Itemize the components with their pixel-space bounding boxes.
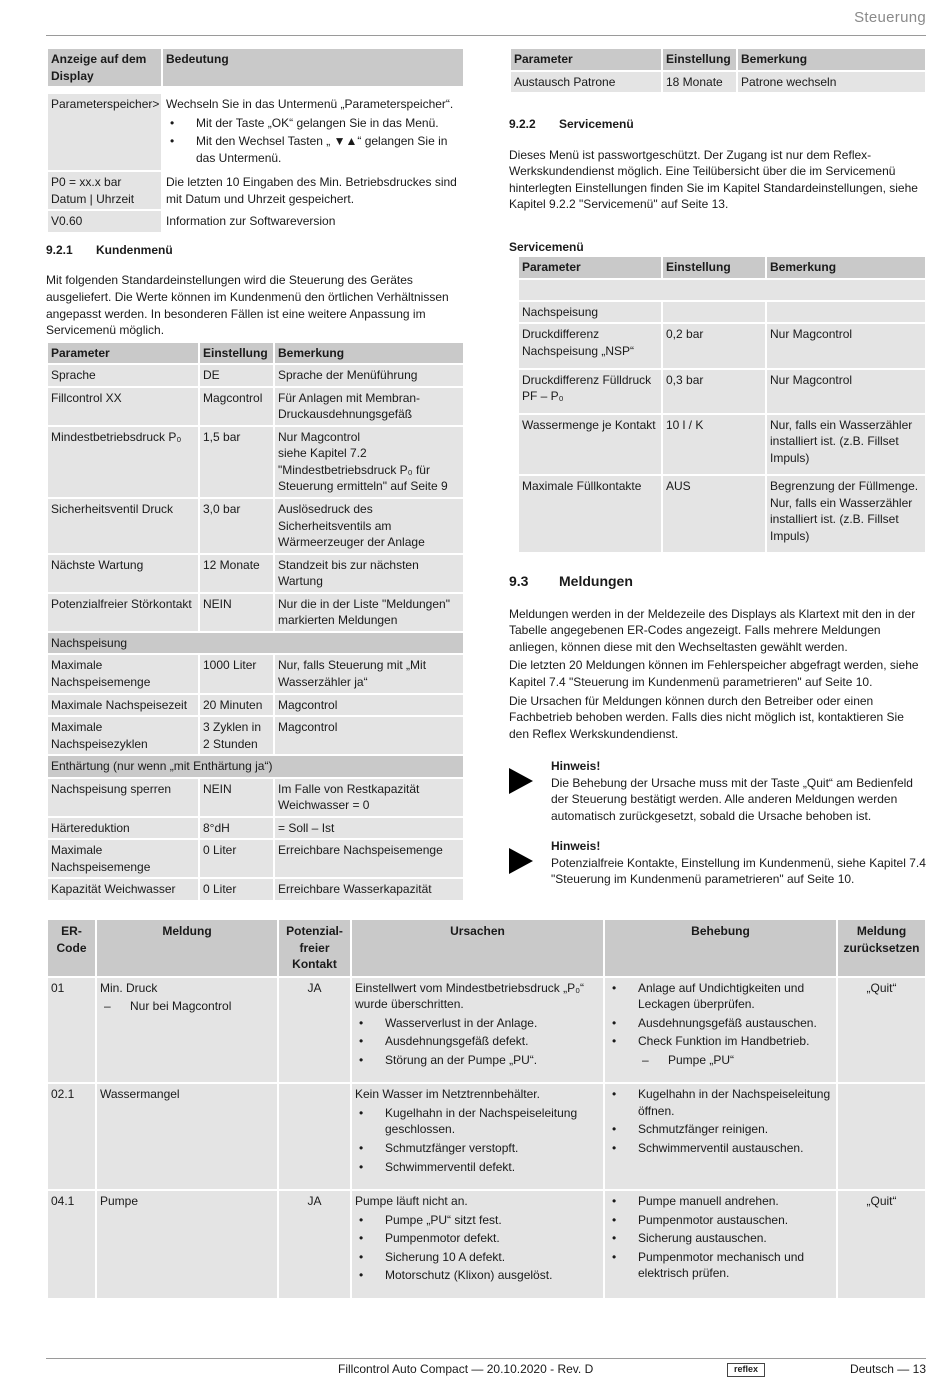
table-cell: NEIN <box>200 779 273 816</box>
hinweis-2: Hinweis! Potenzialfreie Kontakte, Einstellung im Kundenmenü, siehe Kapitel 7.4 "Steuerung im Kundenmenü parametrieren" auf Seite 10. <box>509 838 927 888</box>
table-cell: 0 Liter <box>200 840 273 877</box>
table-row <box>48 1084 925 1189</box>
table-cell: Erreichbare Wasserkapazität <box>275 879 463 900</box>
kundenmenu-intro: Mit folgenden Standardeinstellungen wird die Steuerung des Gerätes ausgeliefert. Die Werte können im Kundenmenü den örtlichen Verhältnissen angepasst werden. In besonderen Fällen ist eine weitere Anpassung im Servicemenü möglich. <box>46 273 449 338</box>
table-cell: DE <box>200 365 273 386</box>
meaning-cell: Die letzten 10 Eingaben des Min. Betriebsdruckes sind mit Datum und Uhrzeit gespeichert. <box>166 175 457 206</box>
footer-divider <box>46 1358 926 1359</box>
table-cell: Maximale Füllkontakte <box>519 476 661 552</box>
list-item: • Schmutzfänger verstopft. <box>355 1140 600 1157</box>
table-cell: Nur die in der Liste "Meldungen" markierten Meldungen <box>275 594 463 631</box>
table-row <box>48 388 463 425</box>
hinweis-1: Hinweis! Die Behebung der Ursache muss mit der Taste „Quit“ am Bedienfeld der Steuerung bestätigt werden. Alle anderen Meldungen werden automatisch zurückgesetzt, sobald die Ursache behoben ist. <box>509 758 927 824</box>
page-header-title: Steuerung <box>854 9 926 26</box>
footer-document: Fillcontrol Auto Compact — 20.10.2020 - Rev. D <box>338 1362 594 1376</box>
display-cell: Parameterspeicher> <box>48 94 161 170</box>
table-cell: Maximale Nachspeisezeit <box>48 695 198 716</box>
table-cell: 8°dH <box>200 818 273 839</box>
kunden-header-bemerkung: Bemerkung <box>275 343 463 364</box>
table-cell: 3,0 bar <box>200 499 273 553</box>
list-item: • Anlage auf Undichtigkeiten und Leckagen überprüfen. <box>608 980 833 1013</box>
table-cell: Härtereduktion <box>48 818 198 839</box>
table-cell: 0,3 bar <box>663 370 765 413</box>
table-row <box>519 370 925 413</box>
table-cell: Maximale Nachspeisemenge <box>48 840 198 877</box>
table-row <box>48 695 463 716</box>
table-cell: Sicherheitsventil Druck <box>48 499 198 553</box>
table-row <box>48 499 463 553</box>
table-cell: JA <box>279 1191 350 1298</box>
table-cell <box>605 1084 836 1189</box>
table-cell: Für Anlagen mit Membran-Druckausdehnungsgefäß <box>275 388 463 425</box>
meaning-cell: Wechseln Sie in das Untermenü „Parameterspeicher“. • Mit der Taste „OK“ gelangen Sie in das Menü. • Mit den Wechsel Tasten „ ▼▲“ gelangen Sie in das Untermenü. <box>163 94 463 170</box>
table-row <box>48 427 463 497</box>
section-row-nachspeisung: Nachspeisung <box>48 633 463 654</box>
table-cell: Begrenzung der Füllmenge. Nur, falls ein Wasserzähler installiert ist. (z.B. Fillset Impuls) <box>767 476 925 552</box>
error-header-code: ER-Code <box>48 920 95 976</box>
table-cell: Wassermangel <box>97 1084 277 1189</box>
table-cell: Erreichbare Nachspeisemenge <box>275 840 463 877</box>
service-header-einstellung: Einstellung <box>663 257 765 278</box>
list-item: • Mit den Wechsel Tasten „ ▼▲“ gelangen Sie in das Untermenü. <box>166 133 460 166</box>
display-cell: P0 = xx.x bar Datum | Uhrzeit <box>48 172 161 209</box>
servicemenu-text: Dieses Menü ist passwortgeschützt. Der Zugang ist nur dem Reflex-Werkskundendienst möglich. Eine Teilübersicht über die im Servicemenü hinterlegten Einstellungen finden Sie im Kapitel Standardeinstellungen, siehe Kapitel 9.2.2 "Servicemenü" auf Seite 13. <box>509 147 918 212</box>
table-cell: Magcontrol <box>275 717 463 754</box>
table-row <box>48 365 463 386</box>
table-cell: Nur Magcontrol <box>767 370 925 413</box>
table-cell: Maximale Nachspeisemenge <box>48 655 198 692</box>
table-cell: 20 Minuten <box>200 695 273 716</box>
display-table-header-1: Anzeige auf dem Display <box>48 49 161 86</box>
table-cell: • Anlage auf Undichtigkeiten und Leckagen überprüfen. • Ausdehnungsgefäß austauschen. • Check Funktion im Handbetrieb. – Pumpe „PU“ <box>605 978 836 1083</box>
table-row <box>519 324 925 367</box>
list-item: • Störung an der Pumpe „PU“. <box>355 1052 600 1069</box>
table-row <box>519 476 925 552</box>
list-item: • Schmutzfänger reinigen. <box>608 1121 833 1138</box>
table-cell <box>279 1084 350 1189</box>
list-item: • Pumpenmotor mechanisch und elektrisch prüfen. <box>608 1249 833 1282</box>
arrow-icon <box>509 768 533 794</box>
list-item: • Schwimmerventil austauschen. <box>608 1140 833 1157</box>
list-item: • Mit der Taste „OK“ gelangen Sie in das Menü. <box>166 115 460 132</box>
table-row <box>48 779 463 816</box>
patrone-table <box>509 47 927 94</box>
table-cell: Kein Wasser im Netztrennbehälter. • Kugelhahn in der Nachspeiseleitung geschlossen. • Schmutzfänger verstopft. • Schwimmerventil defekt. <box>352 1084 603 1189</box>
table-cell: Einstellwert vom Mindestbetriebsdruck „P₀“ wurde überschritten. • Wasserverlust in der Anlage. • Ausdehnungsgefäß defekt. • Störung an der Pumpe „PU“. <box>352 978 603 1083</box>
list-item: • Ausdehnungsgefäß austauschen. <box>608 1015 833 1032</box>
table-cell: = Soll – Ist <box>275 818 463 839</box>
header-divider <box>46 35 926 36</box>
table-row <box>48 818 463 839</box>
table-cell: Sprache <box>48 365 198 386</box>
table-cell <box>838 1084 925 1189</box>
list-item: • Wasserverlust in der Anlage. <box>355 1015 600 1032</box>
table-cell: Nur, falls Steuerung mit „Mit Wasserzähler ja“ <box>275 655 463 692</box>
table-row <box>48 840 463 877</box>
table-cell: Auslösedruck des Sicherheitsventils am Wärmeerzeuger der Anlage <box>275 499 463 553</box>
table-cell: 04.1 <box>48 1191 95 1298</box>
servicemenu-caption: Servicemenü <box>509 239 584 254</box>
table-row <box>48 655 463 692</box>
table-cell: Im Falle von Restkapazität Weichwasser = 0 <box>275 779 463 816</box>
error-header-behebung: Behebung <box>605 920 836 976</box>
table-cell: Sprache der Menüführung <box>275 365 463 386</box>
error-header-ursachen: Ursachen <box>352 920 603 976</box>
table-cell: Magcontrol <box>200 388 273 425</box>
table-cell: Druckdifferenz Nachspeisung „NSP“ <box>519 324 661 367</box>
table-row: Austausch Patrone 18 Monate Patrone wechseln <box>511 72 925 93</box>
list-item: • Schwimmerventil defekt. <box>355 1159 600 1176</box>
table-cell: Pumpe läuft nicht an. • Pumpe „PU“ sitzt fest. • Pumpenmotor defekt. • Sicherung 10 A defekt. • Motorschutz (Klixon) ausgelöst. <box>352 1191 603 1298</box>
list-item: • Motorschutz (Klixon) ausgelöst. <box>355 1267 600 1284</box>
service-header-parameter: Parameter <box>519 257 661 278</box>
list-item: • Check Funktion im Handbetrieb. <box>608 1033 833 1050</box>
table-cell: Nur Magcontrol siehe Kapitel 7.2 "Mindestbetriebsdruck P₀ für Steuerung ermitteln" auf Seite 9 <box>275 427 463 497</box>
patrone-header-bemerkung: Bemerkung <box>738 49 925 70</box>
table-cell: Druckdifferenz Fülldruck PF – P₀ <box>519 370 661 413</box>
table-cell: 01 <box>48 978 95 1083</box>
section-heading-servicemenu: 9.2.2 Servicemenü <box>509 117 634 132</box>
table-cell: Fillcontrol XX <box>48 388 198 425</box>
section-heading-kundenmenu: 9.2.1 Kundenmenü <box>46 242 173 257</box>
error-table <box>46 918 927 1300</box>
table-cell <box>605 1191 836 1298</box>
list-item: • Ausdehnungsgefäß defekt. <box>355 1033 600 1050</box>
section-row-enthaertung: Enthärtung (nur wenn „mit Enthärtung ja“) <box>48 756 463 777</box>
display-table-header-2: Bedeutung <box>163 49 463 86</box>
table-cell: Kapazität Weichwasser <box>48 879 198 900</box>
list-item: • Pumpenmotor defekt. <box>355 1230 600 1247</box>
table-cell: Wassermenge je Kontakt <box>519 415 661 475</box>
kundenmenu-table <box>46 341 465 902</box>
list-item: • Kugelhahn in der Nachspeiseleitung öffnen. <box>608 1086 833 1119</box>
kunden-header-parameter: Parameter <box>48 343 198 364</box>
table-cell: Potenzialfreier Störkontakt <box>48 594 198 631</box>
meldungen-p2: Die letzten 20 Meldungen können im Fehlerspeicher abgefragt werden, siehe Kapitel 7.4 "Steuerung im Kundenmenü parametrieren" auf Seite 10. <box>509 658 919 689</box>
patrone-header-einstellung: Einstellung <box>663 49 736 70</box>
table-cell: Maximale Nachspeisezyklen <box>48 717 198 754</box>
table-cell: „Quit“ <box>838 978 925 1083</box>
table-cell: 0 Liter <box>200 879 273 900</box>
display-cell: V0.60 <box>48 211 161 232</box>
meldungen-p3: Die Ursachen für Meldungen können durch den Betreiber oder einen Fachbetrieb behoben werden. Falls dies nicht möglich ist, kontaktieren Sie den Reflex Werkskundendienst. <box>509 693 904 741</box>
list-item: • Kugelhahn in der Nachspeiseleitung geschlossen. <box>355 1105 600 1138</box>
table-cell: AUS <box>663 476 765 552</box>
table-row <box>48 879 463 900</box>
arrow-icon <box>509 848 533 874</box>
table-cell: NEIN <box>200 594 273 631</box>
table-row <box>48 555 463 592</box>
list-item: • Pumpenmotor austauschen. <box>608 1212 833 1229</box>
table-cell: Magcontrol <box>275 695 463 716</box>
table-cell: „Quit“ <box>838 1191 925 1298</box>
list-item: • Pumpe manuell andrehen. <box>608 1193 833 1210</box>
table-cell: JA <box>279 978 350 1083</box>
table-cell: Mindestbetriebsdruck P₀ <box>48 427 198 497</box>
left-column <box>46 47 465 902</box>
error-header-reset: Meldung zurücksetzen <box>838 920 925 976</box>
table-cell: Nachspeisung sperren <box>48 779 198 816</box>
table-cell: Nur Magcontrol <box>767 324 925 367</box>
error-header-meldung: Meldung <box>97 920 277 976</box>
table-row <box>48 978 925 1083</box>
table-cell: 1,5 bar <box>200 427 273 497</box>
table-cell: 12 Monate <box>200 555 273 592</box>
service-header-bemerkung: Bemerkung <box>767 257 925 278</box>
table-cell: Nur, falls ein Wasserzähler installiert ist. (z.B. Fillset Impuls) <box>767 415 925 475</box>
error-header-kontakt: Potenzial-freier Kontakt <box>279 920 350 976</box>
table-cell: Pumpe <box>97 1191 277 1298</box>
list-item: • Sicherung austauschen. <box>608 1230 833 1247</box>
table-cell: 3 Zyklen in 2 Stunden <box>200 717 273 754</box>
meldungen-p1: Meldungen werden in der Meldezeile des Displays als Klartext mit den in der Tabelle angegebenen ER-Codes angezeigt. Falls mehrere Meldungen anliegen, können diese mit den Wechseltasten gewählt werden. <box>509 606 916 654</box>
table-cell: 02.1 <box>48 1084 95 1189</box>
reflex-logo: reflex <box>727 1363 765 1377</box>
table-cell: Standzeit bis zur nächsten Wartung <box>275 555 463 592</box>
table-row <box>48 594 463 631</box>
patrone-header-parameter: Parameter <box>511 49 661 70</box>
error-table-wrapper <box>46 918 927 1300</box>
table-cell: 1000 Liter <box>200 655 273 692</box>
footer-page: Deutsch — 13 <box>849 1362 926 1376</box>
right-column <box>509 47 927 888</box>
table-cell: 10 l / K <box>663 415 765 475</box>
table-cell: Nächste Wartung <box>48 555 198 592</box>
table-row <box>48 717 463 754</box>
list-item: • Sicherung 10 A defekt. <box>355 1249 600 1266</box>
list-item: • Pumpe „PU“ sitzt fest. <box>355 1212 600 1229</box>
table-row <box>519 415 925 475</box>
service-section-nachspeisung: Nachspeisung <box>519 302 661 323</box>
section-heading-meldungen: 9.3 Meldungen <box>509 573 633 590</box>
kunden-header-einstellung: Einstellung <box>200 343 273 364</box>
display-table <box>46 47 465 234</box>
servicemenu-table <box>517 255 927 554</box>
table-cell: Min. Druck – Nur bei Magcontrol <box>97 978 277 1083</box>
table-cell: 0,2 bar <box>663 324 765 367</box>
meaning-cell: Information zur Softwareversion <box>166 214 336 229</box>
table-row <box>48 1191 925 1298</box>
